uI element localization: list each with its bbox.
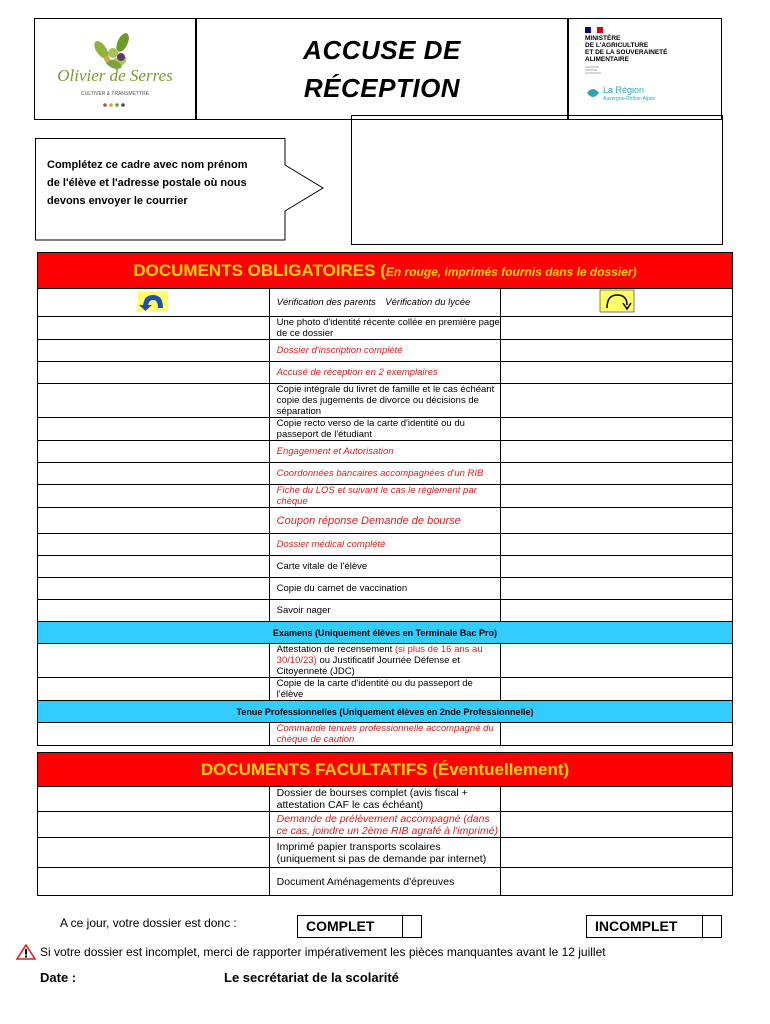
- table-row: [38, 418, 733, 441]
- table-row: [38, 362, 733, 384]
- obligatoires-title: DOCUMENTS OBLIGATOIRES (: [133, 260, 386, 280]
- incomplet-option[interactable]: [586, 915, 722, 938]
- lycee-checkbox[interactable]: [501, 441, 733, 463]
- verification-row: [38, 289, 733, 317]
- document-label: Imprimé papier transports scolaires (uniquement si pas de demande par internet): [269, 838, 501, 868]
- curved-arrow-right-icon: [599, 289, 635, 313]
- parent-checkbox[interactable]: [38, 508, 270, 534]
- parent-checkbox[interactable]: [38, 441, 270, 463]
- partner-logos: [568, 18, 722, 120]
- table-row: [38, 838, 733, 868]
- lycee-checkbox[interactable]: [501, 384, 733, 418]
- documents-obligatoires-table: [37, 252, 733, 746]
- lycee-checkbox[interactable]: [501, 678, 733, 701]
- parent-checkbox[interactable]: [38, 362, 270, 384]
- document-label: Accusé de réception en 2 exemplaires: [269, 362, 501, 384]
- lycee-checkbox[interactable]: [501, 838, 733, 868]
- lycee-checkbox[interactable]: [501, 534, 733, 556]
- parent-checkbox[interactable]: [38, 723, 270, 746]
- lycee-checkbox[interactable]: [501, 556, 733, 578]
- table-row: [38, 485, 733, 508]
- table-row: [38, 578, 733, 600]
- lycee-checkbox[interactable]: [501, 463, 733, 485]
- tenue-header: [38, 701, 733, 723]
- warning-icon: [16, 944, 36, 960]
- parent-checkbox[interactable]: [38, 812, 270, 838]
- parent-checkbox[interactable]: [38, 787, 270, 812]
- region-logo-icon: [587, 89, 599, 97]
- table-row: [38, 317, 733, 340]
- parent-checkbox[interactable]: [38, 463, 270, 485]
- tenue-header-label: Tenue Professionnelles (Uniquement élèves en 2nde Professionnelle): [38, 701, 733, 723]
- table-row: [38, 787, 733, 812]
- incomplet-checkbox[interactable]: [702, 915, 722, 938]
- table-row: [38, 678, 733, 701]
- svg-text:La Région: La Région: [603, 85, 645, 95]
- examens-header: [38, 622, 733, 644]
- svg-text:ALIMENTAIRE: ALIMENTAIRE: [585, 56, 629, 63]
- curved-arrow-left-icon: [137, 290, 169, 312]
- table-row: [38, 534, 733, 556]
- table-row: [38, 812, 733, 838]
- document-label: Commande tenues professionnelle accompagné du chèque de caution: [269, 723, 501, 746]
- lycee-checkbox[interactable]: [501, 485, 733, 508]
- parent-checkbox[interactable]: [38, 578, 270, 600]
- document-label: Coupon réponse Demande de bourse: [269, 508, 501, 534]
- table-row: [38, 441, 733, 463]
- status-question: A ce jour, votre dossier est donc :: [60, 916, 237, 930]
- document-label: Attestation de recensement (si plus de 16 ans au 30/10/23) ou Justificatif Journée Défense et Citoyenneté (JDC): [269, 644, 501, 678]
- parent-checkbox[interactable]: [38, 317, 270, 340]
- complet-checkbox[interactable]: [402, 915, 422, 938]
- lycee-checkbox[interactable]: [501, 317, 733, 340]
- table-row: [38, 868, 733, 896]
- document-label: Copie recto verso de la carte d'identité ou du passeport de l'étudiant: [269, 418, 501, 441]
- parent-checkbox[interactable]: [38, 644, 270, 678]
- document-label: Savoir nager: [269, 600, 501, 622]
- table-row: [38, 508, 733, 534]
- lycee-checkbox[interactable]: [501, 578, 733, 600]
- title-box: [196, 18, 568, 120]
- lycee-checkbox[interactable]: [501, 868, 733, 896]
- verification-labels: [269, 289, 501, 317]
- parent-checkbox[interactable]: [38, 600, 270, 622]
- table-row: [38, 723, 733, 746]
- lycee-checkbox[interactable]: [501, 812, 733, 838]
- lycee-checkbox[interactable]: [501, 600, 733, 622]
- lycee-checkbox[interactable]: [501, 362, 733, 384]
- parent-checkbox[interactable]: [38, 534, 270, 556]
- document-label: Copie du carnet de vaccination: [269, 578, 501, 600]
- incomplet-label: INCOMPLET: [586, 915, 702, 938]
- svg-text:MINISTÈRE: MINISTÈRE: [585, 35, 621, 42]
- date-label: Date :: [40, 970, 77, 985]
- lycee-arrow-cell: [501, 289, 733, 317]
- document-label: Dossier d'inscription complété: [269, 340, 501, 362]
- verif-lycee-label: Vérification du lycée: [385, 297, 471, 308]
- complet-option[interactable]: [297, 915, 422, 938]
- document-label: Fiche du LOS et suivant le cas le règlement par chèque: [269, 485, 501, 508]
- svg-text:CULTIVER & TRANSMETTRE: CULTIVER & TRANSMETTRE: [81, 91, 149, 97]
- lycee-checkbox[interactable]: [501, 418, 733, 441]
- document-label: Dossier médical complété: [269, 534, 501, 556]
- table-row: [38, 600, 733, 622]
- document-label: Une photo d'identité récente collée en première page de ce dossier: [269, 317, 501, 340]
- warning-text: Si votre dossier est incomplet, merci de rapporter impérativement les pièces manquantes avant le 12 juillet: [40, 945, 606, 959]
- ministry-logo: [569, 19, 721, 119]
- svg-text:DE L'AGRICULTURE: DE L'AGRICULTURE: [585, 42, 649, 49]
- document-label: Dossier de bourses complet (avis fiscal + attestation CAF le cas échéant): [269, 787, 501, 812]
- parent-checkbox[interactable]: [38, 556, 270, 578]
- parent-checkbox[interactable]: [38, 418, 270, 441]
- document-label: Copie de la carte d'identité ou du passeport de l'élève: [269, 678, 501, 701]
- parent-checkbox[interactable]: [38, 384, 270, 418]
- examens-header-label: Examens (Uniquement élèves en Terminale Bac Pro): [38, 622, 733, 644]
- document-label: Carte vitale de l'élève: [269, 556, 501, 578]
- parent-checkbox[interactable]: [38, 340, 270, 362]
- document-label: Copie intégrale du livret de famille et le cas échéant copie des jugements de divorce ou décisions de séparation: [269, 384, 501, 418]
- table-row: [38, 384, 733, 418]
- table-row: [38, 463, 733, 485]
- documents-facultatifs-table: [37, 752, 733, 896]
- table-row: [38, 644, 733, 678]
- secretariat-label: Le secrétariat de la scolarité: [224, 970, 399, 985]
- svg-text:Olivier de Serres: Olivier de Serres: [57, 66, 173, 85]
- olivier-de-serres-logo: [34, 18, 196, 120]
- parent-checkbox[interactable]: [38, 678, 270, 701]
- lycee-checkbox[interactable]: [501, 340, 733, 362]
- verif-parents-label: Vérification des parents: [276, 297, 376, 308]
- facultatifs-title: DOCUMENTS FACULTATIFS (Éventuellement): [38, 753, 733, 787]
- lycee-checkbox[interactable]: [501, 787, 733, 812]
- warning-line: [16, 944, 606, 960]
- document-label: Engagement et Autorisation: [269, 441, 501, 463]
- olive-branch-icon: [35, 19, 195, 119]
- document-label: Coordonnées bancaires accompagnées d'un RIB: [269, 463, 501, 485]
- parents-arrow-cell: [38, 289, 270, 317]
- facultatifs-header: [38, 753, 733, 787]
- complet-label: COMPLET: [297, 915, 402, 938]
- table-row: [38, 340, 733, 362]
- document-label: Demande de prélèvement accompagné (dans ce cas, joindre un 2ème RIB agrafé à l'imprimé): [269, 812, 501, 838]
- lycee-checkbox[interactable]: [501, 723, 733, 746]
- svg-text:ET DE LA SOUVERAINETÉ: ET DE LA SOUVERAINETÉ: [585, 49, 668, 56]
- page-title: ACCUSE DE RÉCEPTION: [303, 35, 461, 103]
- obligatoires-subtitle: En rouge, imprimés fournis dans le dossier): [385, 264, 637, 279]
- lycee-checkbox[interactable]: [501, 508, 733, 534]
- parent-checkbox[interactable]: [38, 485, 270, 508]
- lycee-checkbox[interactable]: [501, 644, 733, 678]
- table-row: [38, 556, 733, 578]
- document-label: Document Aménagements d'épreuves: [269, 868, 501, 896]
- svg-text:Auvergne-Rhône-Alpes: Auvergne-Rhône-Alpes: [603, 96, 655, 102]
- parent-checkbox[interactable]: [38, 868, 270, 896]
- parent-checkbox[interactable]: [38, 838, 270, 868]
- obligatoires-header: [38, 253, 733, 289]
- address-box[interactable]: [351, 115, 723, 245]
- instructions-text: Complétez ce cadre avec nom prénom de l'élève et l'adresse postale où nous devons envoyer le courrier: [47, 159, 248, 207]
